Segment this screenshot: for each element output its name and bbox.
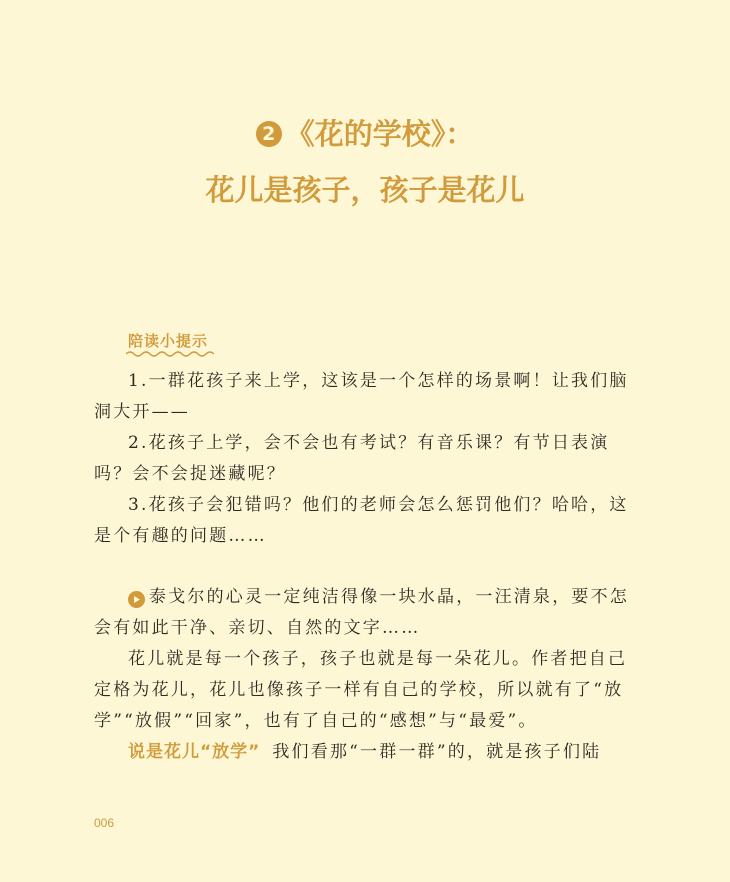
tip-item-2: 2.花孩子上学，会不会也有考试？有音乐课？有节日表演吗？会不会捉迷藏呢？ xyxy=(94,433,610,484)
chapter-title xyxy=(0,114,730,210)
play-circle-icon xyxy=(128,591,145,608)
essay-intro xyxy=(94,582,644,644)
chapter-title-line1 xyxy=(0,114,730,154)
tips-list xyxy=(94,366,644,552)
wavy-underline-icon xyxy=(126,350,214,358)
chapter-title-text: 《花的学校》： xyxy=(285,117,475,151)
tip-item-1: 1.一群花孩子来上学，这该是一个怎样的场景啊！让我们脑洞大开—— xyxy=(94,371,629,422)
page-number: 006 xyxy=(94,816,115,830)
essay-body xyxy=(94,582,644,768)
tip-item-3: 3.花孩子会犯错吗？他们的老师会怎么惩罚他们？哈哈，这是个有趣的问题…… xyxy=(94,495,629,546)
chapter-number-badge: 2 xyxy=(256,121,282,147)
tips-heading: 陪读小提示 xyxy=(128,332,209,350)
essay-subheading-text: 我们看那“一群一群”的，就是孩子们陆 xyxy=(272,742,602,762)
essay-subsection xyxy=(94,737,644,768)
essay-paragraph: 花儿就是每一个孩子，孩子也就是每一朵花儿。作者把自己定格为花儿，花儿也像孩子一样有自己的学校，所以就有了“放学”“放假”“回家”，也有了自己的“感想”与“最爱”。 xyxy=(94,649,628,731)
essay-intro-text: 泰戈尔的心灵一定纯洁得像一块水晶，一汪清泉，要不怎会有如此干净、亲切、自然的文字…… xyxy=(94,587,629,638)
chapter-subtitle: 花儿是孩子，孩子是花儿 xyxy=(205,173,525,207)
essay-subheading: 说是花儿“放学” xyxy=(128,742,261,762)
